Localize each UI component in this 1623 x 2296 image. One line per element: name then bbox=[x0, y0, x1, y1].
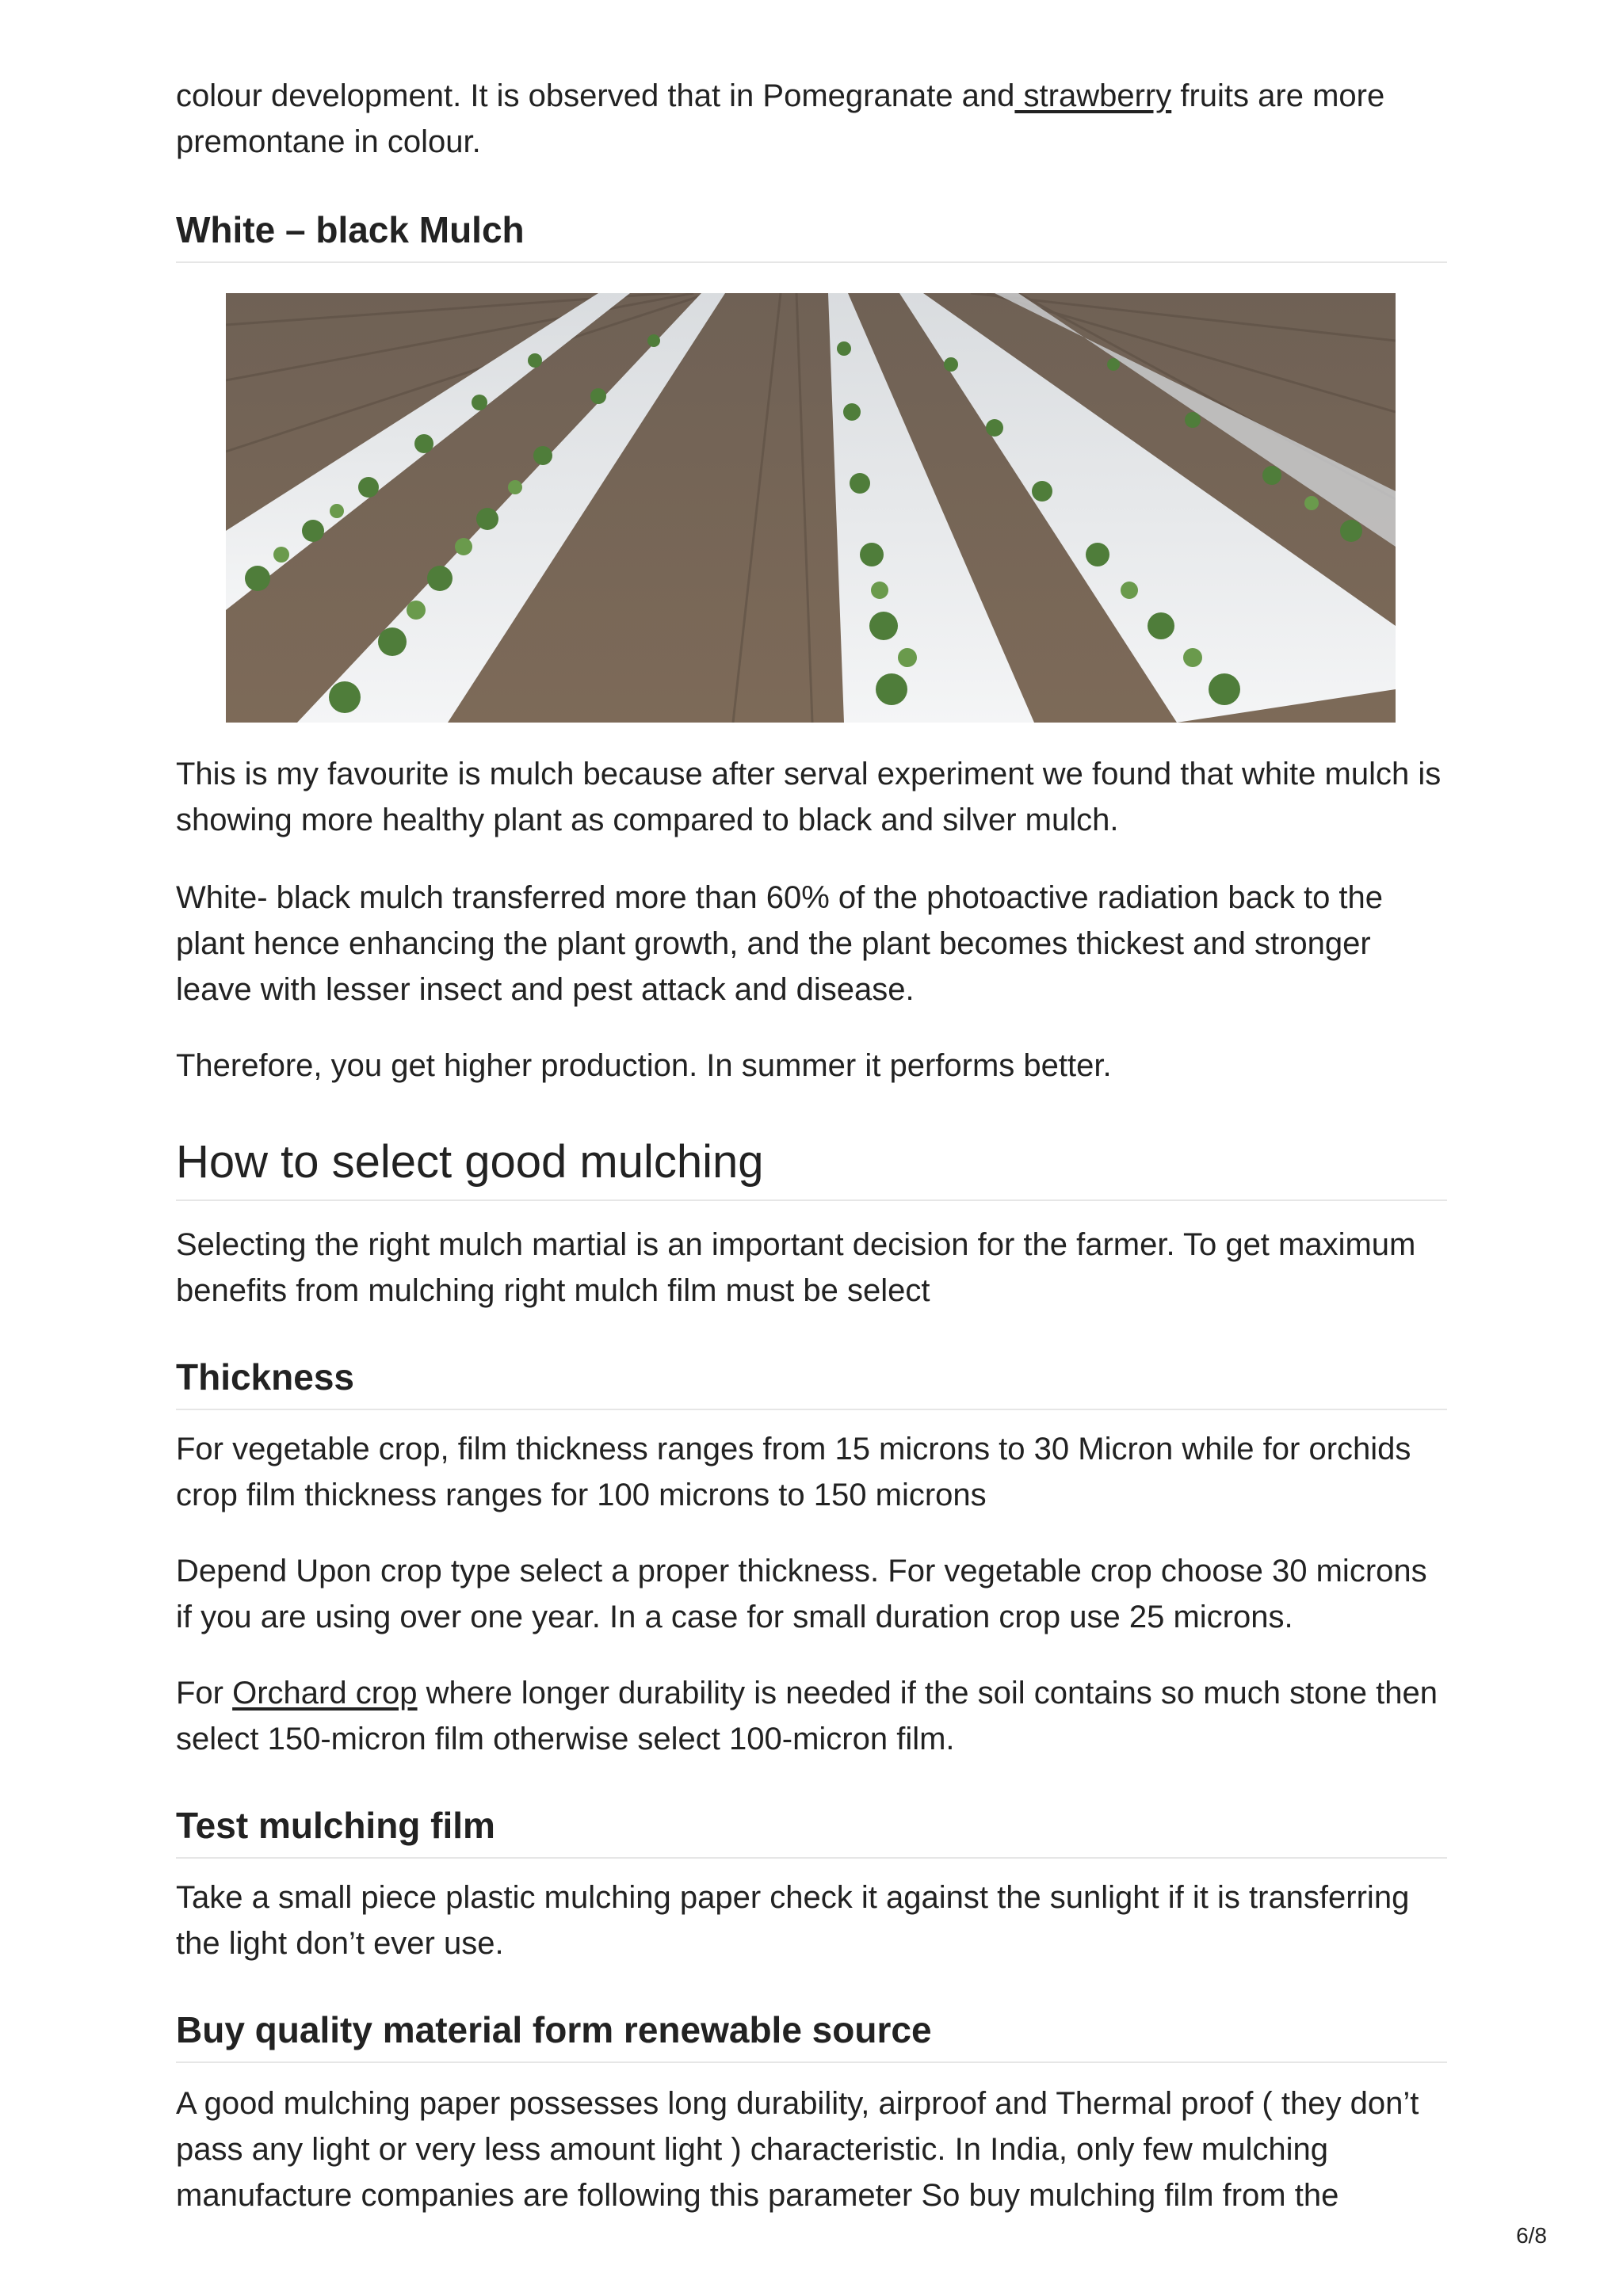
heading-white-black-mulch: White – black Mulch bbox=[176, 208, 1447, 263]
page-number: 6/8 bbox=[1516, 2223, 1547, 2248]
thickness-paragraph-2: Depend Upon crop type select a proper thickness. For vegetable crop choose 30 microns if you are using over one year. In a case for small duration crop use 25 microns. bbox=[176, 1554, 1427, 1634]
white-black-paragraph-2: White- black mulch transferred more than 60% of the photoactive radiation back to the plant hence enhancing the plant growth, and the plant becomes thickest and stronger leave with lesser insect and pest attack and disease. bbox=[176, 880, 1384, 1007]
thickness-paragraph-1: For vegetable crop, film thickness ranges from 15 microns to 30 Micron while for orchids crop film thickness ranges for 100 microns to 150 microns bbox=[176, 1432, 1411, 1512]
orchard-text-end: where longer durability is needed if the soil contains so much stone then select 150-micron film otherwise select 100-micron film. bbox=[176, 1676, 1438, 1756]
intro-text: colour development. It is observed that in Pomegranate and bbox=[176, 78, 1015, 113]
orchard-paragraph bbox=[176, 1670, 1447, 1762]
white-black-paragraph-3: Therefore, you get higher production. In summer it performs better. bbox=[176, 1048, 1112, 1083]
heading-buy-quality: Buy quality material form renewable source bbox=[176, 2008, 1447, 2063]
intro-text-end: fruits are more premontane in colour. bbox=[176, 78, 1385, 159]
white-black-paragraph-1: This is my favourite is mulch because after serval experiment we found that white mulch is showing more healthy plant as compared to black and silver mulch. bbox=[176, 757, 1442, 837]
orchard-text: For bbox=[176, 1676, 233, 1711]
heading-test-mulching-film: Test mulching film bbox=[176, 1803, 1447, 1859]
orchard-crop-link[interactable]: Orchard crop bbox=[232, 1676, 418, 1711]
heading-thickness: Thickness bbox=[176, 1355, 1447, 1410]
intro-paragraph bbox=[176, 73, 1447, 165]
test-paragraph: Take a small piece plastic mulching paper check it against the sunlight if it is transferring the light don’t ever use. bbox=[176, 1880, 1410, 1961]
mulch-field-photo bbox=[226, 293, 1396, 723]
buy-paragraph: A good mulching paper possesses long durability, airproof and Thermal proof ( they don’t pass any light or very less amount light ) characteristic. In India, only few mulching manufacture companies are following this parameter So buy mulching film from the bbox=[176, 2086, 1419, 2213]
heading-how-to-select: How to select good mulching bbox=[176, 1135, 1447, 1201]
strawberry-link[interactable]: strawberry bbox=[1014, 78, 1172, 113]
select-paragraph: Selecting the right mulch martial is an important decision for the farmer. To get maximum benefits from mulching right mulch film must be select bbox=[176, 1227, 1416, 1308]
